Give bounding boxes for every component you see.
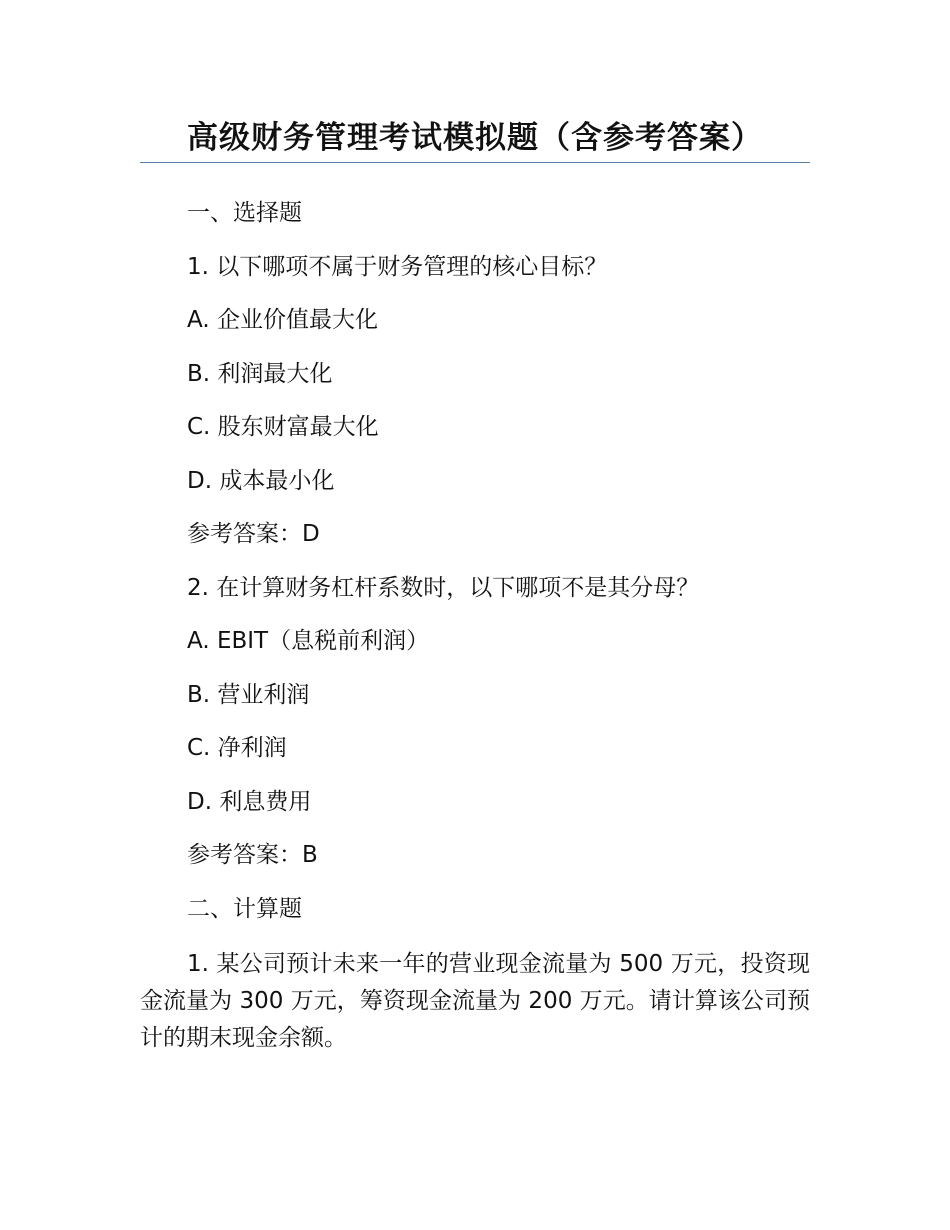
question-1-answer: 参考答案：D [187,521,320,547]
question-1-option-d: D. 成本最小化 [187,468,335,494]
calc-question-1: 1. 某公司预计未来一年的营业现金流量为 500 万元，投资现金流量为 300 万元，筹资现金流量为 200 万元。请计算该公司预计的期末现金余额。 [140,951,810,1051]
document-title: 高级财务管理考试模拟题（含参考答案） [187,120,763,156]
question-2-stem: 2. 在计算财务杠杆系数时，以下哪项不是其分母？ [187,575,700,601]
question-1-option-b: B. 利润最大化 [187,361,333,387]
section-heading-calc: 二、计算题 [187,896,302,922]
question-1-stem: 1. 以下哪项不属于财务管理的核心目标？ [187,254,608,280]
question-1-option-c: C. 股东财富最大化 [187,414,379,440]
question-2-option-d: D. 利息费用 [187,789,312,815]
question-2-answer: 参考答案：B [187,842,318,868]
section-heading-choice: 一、选择题 [187,200,302,226]
question-2-option-a: A. EBIT（息税前利润） [187,628,430,654]
question-2-option-c: C. 净利润 [187,735,287,761]
question-1-option-a: A. 企业价值最大化 [187,307,378,333]
question-2-option-b: B. 营业利润 [187,682,310,708]
title-underline [140,162,810,163]
